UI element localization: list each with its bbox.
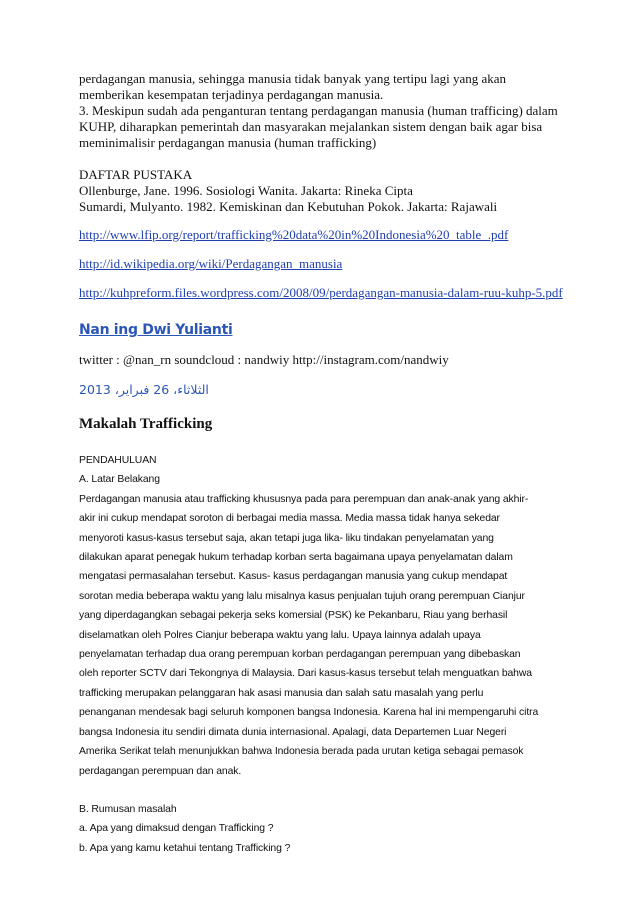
body-line: akir ini cukup mendapat soroton di berbagai media massa. Media massa tidak hanya sekedar	[79, 513, 500, 525]
question-item: a. Apa yang dimaksud dengan Trafficking ?	[79, 823, 274, 835]
body-line: diselamatkan oleh Polres Cianjur beberapa waktu yang lalu. Upaya lainnya adalah upaya	[79, 629, 481, 641]
paragraph-line: 3. Meskipun sudah ada penganturan tentang perdagangan manusia (human trafficing) dalam	[79, 103, 558, 118]
post-title: Makalah Trafficking	[79, 416, 213, 432]
body-line: sorotan media beberapa waktu yang lalu misalnya kasus penjualan tujuh orang perempuan Cianjur	[79, 590, 525, 602]
body-line: perdagangan perempuan dan anak.	[79, 765, 242, 777]
body-line: menyoroti kasus-kasus tersebut saja, akan tetapi juga lika- liku tindakan penyelamatan yang	[79, 532, 494, 544]
top-paragraph	[79, 71, 579, 151]
paragraph-line: memberikan kesempatan terjadinya perdagangan manusia.	[79, 87, 384, 102]
document-page	[79, 71, 579, 858]
reference-link[interactable]: http://id.wikipedia.org/wiki/Perdagangan_manusia	[79, 256, 343, 271]
body-line: Perdagangan manusia atau trafficking khususnya pada para perempuan dan anak-anak yang akhir-	[79, 493, 529, 505]
section-heading: PENDAHULUAN	[79, 455, 157, 466]
subsection-heading: B. Rumusan masalah	[79, 803, 177, 815]
post-date: الثلاثاء، 26 فبراير، 2013	[79, 382, 209, 397]
body-line: bangsa Indonesia itu sendiri dimata dunia internasional. Apalagi, data Departemen Luar Negeri	[79, 726, 507, 738]
body-line: penanganan mendesak bagi seluruh komponen bangsa Indonesia. Karena hal ini mempengaruhi citra	[79, 707, 539, 719]
body-line: dilakukan aparat penegak hukum terhadap korban serta bagaimana upaya penyelamatan dalam	[79, 552, 513, 564]
body-line: trafficking merupakan pelanggaran hak asasi manusia dan salah satu masalah yang perlu	[79, 687, 484, 699]
paragraph-line: meminimalisir perdagangan manusia (human trafficking)	[79, 135, 377, 150]
subsection-heading: A. Latar Belakang	[79, 474, 160, 486]
bibliography-heading: DAFTAR PUSTAKA	[79, 167, 193, 182]
bibliography-entry: Sumardi, Mulyanto. 1982. Kemiskinan dan Kebutuhan Pokok. Jakarta: Rajawali	[79, 199, 498, 214]
author-social: twitter : @nan_rn soundcloud : nandwiy http://instagram.com/nandwiy	[79, 352, 449, 367]
question-item: b. Apa yang kamu ketahui tentang Trafficking ?	[79, 842, 291, 854]
paragraph-line: perdagangan manusia, sehingga manusia tidak banyak yang tertipu lagi yang akan	[79, 71, 507, 86]
post-body	[79, 451, 579, 858]
author-name-link[interactable]: Nan ing Dwi Yulianti	[79, 322, 233, 338]
body-line: yang diperdagangkan sebagai pekerja seks komersial (PSK) ke Pekanbaru, Riau yang berhasil	[79, 610, 508, 622]
body-line: oleh reporter SCTV dari Tekongnya di Malaysia. Dari kasus-kasus tersebut telah menguatkan bahwa	[79, 668, 532, 680]
reference-link[interactable]: http://kuhpreform.files.wordpress.com/2008/09/perdagangan-manusia-dalam-ruu-kuhp-5.pdf	[79, 285, 563, 300]
paragraph-line: KUHP, diharapkan pemerintah dan masyarakan mejalankan sistem dengan baik agar bisa	[79, 119, 543, 134]
bibliography-entry: Ollenburge, Jane. 1996. Sosiologi Wanita. Jakarta: Rineka Cipta	[79, 183, 413, 198]
bibliography	[79, 167, 579, 301]
body-line: Amerika Serikat telah menunjukkan bahwa Indonesia berada pada urutan ketiga sebagai pemasok	[79, 746, 524, 758]
reference-link[interactable]: http://www.lfip.org/report/trafficking%20data%20in%20Indonesia%20_table_.pdf	[79, 227, 509, 242]
body-line: mengatasi permasalahan tersebut. Kasus- kasus perdagangan manusia yang cukup mendapat	[79, 571, 508, 583]
body-line: penyelamatan terhadap dua orang perempuan korban perdagangan perempuan yang dibebaskan	[79, 649, 521, 661]
